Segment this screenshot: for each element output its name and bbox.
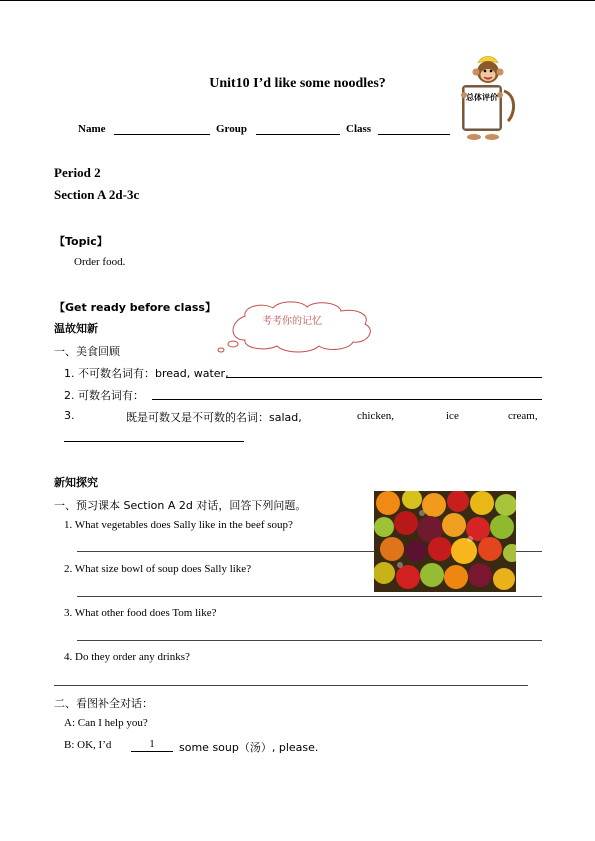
top-border (0, 0, 595, 1)
part1-item2: 2. 可数名词有： (64, 389, 144, 402)
item3-answer-line[interactable] (64, 441, 244, 442)
part2-heading: 一、预习课本 Section A 2d 对话，回答下列问题。 (54, 499, 307, 512)
explore-heading: 新知探究 (54, 476, 98, 489)
dialogue-line-b-start: B: OK, I’d (64, 739, 112, 751)
topic-heading: 【Topic】 (54, 235, 108, 248)
part1-item1: 1. 不可数名词有：bread, water, (64, 367, 229, 380)
topic-text: Order food. (74, 256, 126, 268)
answer-line-3[interactable] (77, 640, 542, 641)
period-heading: Period 2 (54, 165, 101, 180)
fruit-image (374, 491, 516, 592)
part1-item3-number: 3. (64, 409, 75, 422)
question-3: 3. What other food does Tom like? (64, 607, 217, 619)
question-1: 1. What vegetables does Sally like in the beef soup? (64, 519, 293, 531)
thought-bubble-icon (215, 300, 383, 354)
review-heading: 温故知新 (54, 322, 98, 335)
class-label: Class (346, 123, 372, 135)
group-field[interactable] (256, 124, 340, 135)
question-2: 2. What size bowl of soup does Sally like? (64, 563, 252, 575)
class-field[interactable] (378, 124, 450, 135)
dialogue-line-a: A: Can I help you? (64, 717, 148, 729)
part3-heading: 二、看图补全对话： (54, 697, 153, 710)
item3-word-chicken: chicken, (357, 410, 394, 422)
group-label: Group (216, 123, 247, 135)
name-label: Name (78, 123, 106, 135)
overall-evaluation-label: 总体评价 (466, 93, 498, 102)
item1-answer-line[interactable] (226, 377, 542, 378)
bubble-text: 考考你的记忆 (262, 316, 322, 327)
item2-answer-line[interactable] (152, 399, 542, 400)
name-field[interactable] (114, 124, 210, 135)
section-heading: Section A 2d-3c (54, 187, 140, 202)
get-ready-heading: 【Get ready before class】 (54, 301, 216, 314)
item3-word-ice: ice (446, 410, 459, 422)
item3-word-cream: cream, (508, 410, 538, 422)
dialogue-line-b-end: some soup（汤）, please. (179, 741, 319, 754)
part1-heading: 一、美食回顾 (54, 345, 120, 358)
answer-line-4[interactable] (54, 685, 528, 686)
page-title: Unit10 I’d like some noodles? (209, 76, 386, 91)
blank-1[interactable]: 1 (131, 738, 173, 752)
question-4: 4. Do they order any drinks? (64, 651, 190, 663)
part1-item3-text: 既是可数又是不可数的名词：salad, (126, 411, 302, 424)
answer-line-2[interactable] (77, 596, 542, 597)
